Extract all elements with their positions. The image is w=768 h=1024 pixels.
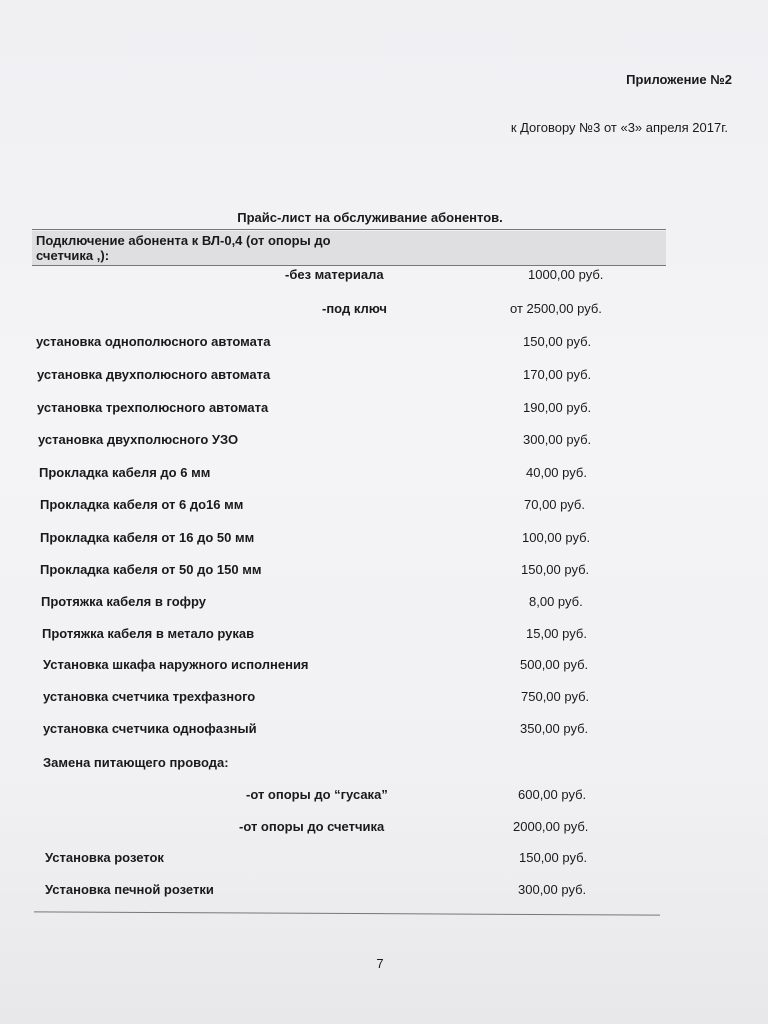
service-price: 170,00 руб. [523,367,592,382]
service-label: Протяжка кабеля в метало рукав [42,626,255,641]
service-label: Прокладка кабеля от 16 до 50 мм [40,530,255,545]
service-label: установка трехполюсного автомата [37,400,269,415]
price-list-title: Прайс-лист на обслуживание абонентов. [237,210,503,225]
service-label: Прокладка кабеля от 6 до16 мм [40,497,244,512]
service-price: 100,00 руб. [522,530,591,545]
service-price: 500,00 руб. [520,657,589,672]
service-price: 750,00 руб. [521,689,590,704]
service-label: установка двухполюсного автомата [37,367,271,382]
service-price: 300,00 руб. [518,882,587,897]
service-price: 1000,00 руб. [528,267,604,282]
service-label: -под ключ [322,301,387,316]
service-price: 40,00 руб. [526,465,587,480]
title-underline [32,229,666,230]
service-label: Протяжка кабеля в гофру [41,594,207,609]
service-label: установка однополюсного автомата [36,334,271,349]
service-label: Установка печной розетки [45,882,214,897]
service-price: 600,00 руб. [518,787,587,802]
service-label: Прокладка кабеля от 50 до 150 мм [40,562,262,577]
service-price: 150,00 руб. [519,850,588,865]
service-label: Установка розеток [45,850,164,865]
service-price: от 2500,00 руб. [510,301,602,316]
service-label: -от опоры до “гусака” [246,787,388,802]
section-label: Замена питающего провода: [43,755,229,770]
service-price: 8,00 руб. [529,594,583,609]
service-price: 70,00 руб. [524,497,585,512]
appendix-heading: Приложение №2 [626,72,732,87]
service-label: -от опоры до счетчика [239,819,385,834]
service-price: 350,00 руб. [520,721,589,736]
header-divider [32,265,666,266]
service-label: Прокладка кабеля до 6 мм [39,465,211,480]
service-label: установка двухполюсного УЗО [38,432,239,447]
service-price: 150,00 руб. [521,562,590,577]
page-number: 7 [376,956,384,971]
service-label: Установка шкафа наружного исполнения [43,657,309,672]
service-label: установка счетчика трехфазного [43,689,256,704]
service-price: 300,00 руб. [523,432,592,447]
service-price: 2000,00 руб. [513,819,589,834]
service-price: 190,00 руб. [523,400,592,415]
connection-header: Подключение абонента к ВЛ-0,4 (от опоры до счетчика ,): [36,233,331,263]
service-label: установка счетчика однофазный [43,721,257,736]
bottom-rule [34,911,660,915]
contract-reference: к Договору №3 от «3» апреля 2017г. [510,120,728,135]
service-price: 15,00 руб. [526,626,587,641]
service-price: 150,00 руб. [523,334,592,349]
service-label: -без материала [285,267,384,282]
